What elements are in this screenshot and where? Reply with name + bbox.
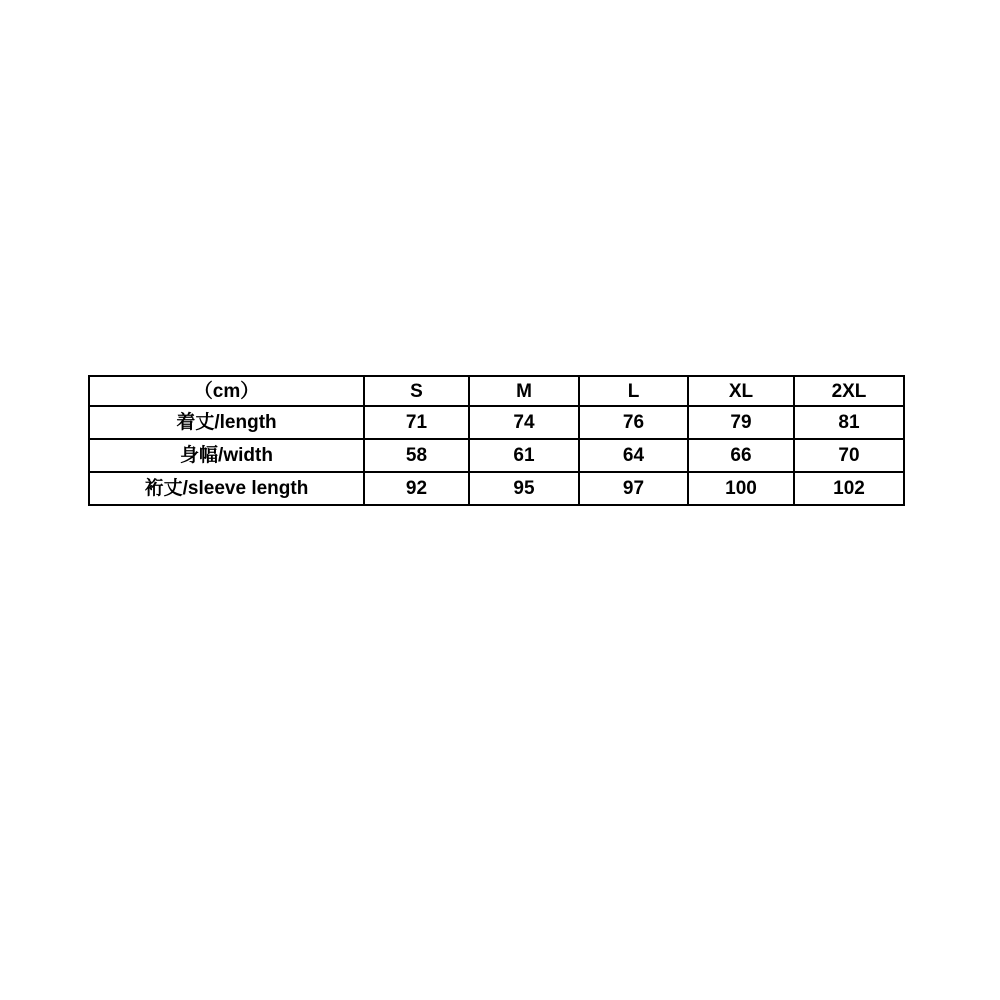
column-header-2xl: 2XL <box>794 376 904 406</box>
cell-length-l: 76 <box>579 406 688 439</box>
cell-sleeve-l: 97 <box>579 472 688 505</box>
cell-width-xl: 66 <box>688 439 794 472</box>
cell-length-2xl: 81 <box>794 406 904 439</box>
size-chart-table <box>88 375 905 506</box>
cell-length-xl: 79 <box>688 406 794 439</box>
table-header-row <box>89 376 904 406</box>
unit-header-cell: （cm） <box>89 376 364 406</box>
cell-width-l: 64 <box>579 439 688 472</box>
row-label-length: 着丈/length <box>89 406 364 439</box>
cell-sleeve-xl: 100 <box>688 472 794 505</box>
table-row-length <box>89 406 904 439</box>
row-label-width: 身幅/width <box>89 439 364 472</box>
table-row-width <box>89 439 904 472</box>
cell-width-2xl: 70 <box>794 439 904 472</box>
cell-length-m: 74 <box>469 406 579 439</box>
row-label-sleeve-length: 裄丈/sleeve length <box>89 472 364 505</box>
column-header-xl: XL <box>688 376 794 406</box>
column-header-l: L <box>579 376 688 406</box>
table-row-sleeve-length <box>89 472 904 505</box>
cell-length-s: 71 <box>364 406 469 439</box>
cell-width-m: 61 <box>469 439 579 472</box>
cell-sleeve-s: 92 <box>364 472 469 505</box>
cell-width-s: 58 <box>364 439 469 472</box>
cell-sleeve-m: 95 <box>469 472 579 505</box>
column-header-s: S <box>364 376 469 406</box>
column-header-m: M <box>469 376 579 406</box>
cell-sleeve-2xl: 102 <box>794 472 904 505</box>
